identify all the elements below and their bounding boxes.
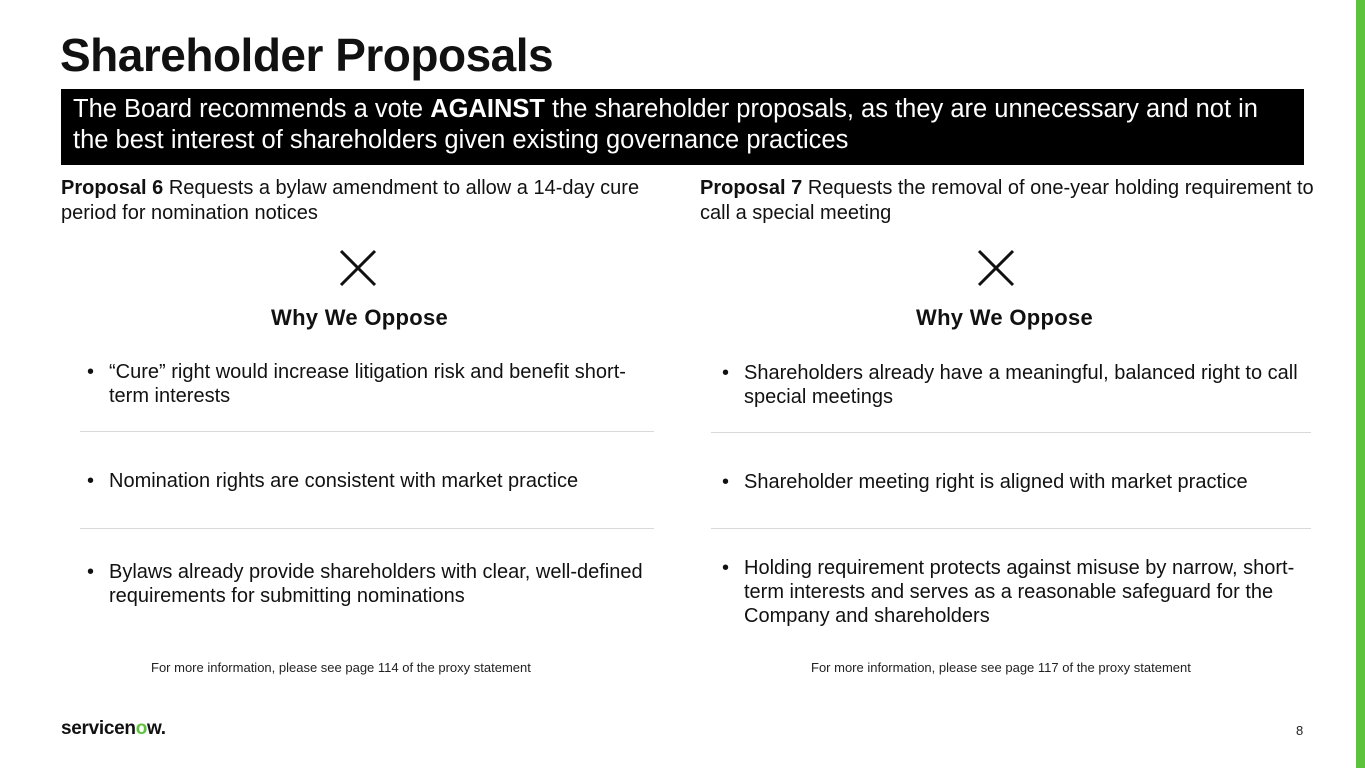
logo-text-o: o [135,718,148,739]
servicenow-logo [61,718,166,740]
bullet-dot-icon: • [87,561,95,583]
banner-text-start: The Board recommends a vote [73,95,431,123]
x-icon [339,249,377,287]
bullet-dot-icon: • [722,557,730,579]
bullet-dot-icon: • [722,471,730,493]
why-we-oppose-heading: Why We Oppose [916,305,1094,330]
proposal-7-label: Proposal 7 [700,177,803,199]
list-item [87,560,647,608]
divider [80,431,654,432]
footnote: For more information, please see page 114 of the proxy statement [151,660,531,675]
footnote: For more information, please see page 117 of the proxy statement [811,660,1191,675]
list-item [722,470,1312,494]
banner-emphasis: AGAINST [430,95,545,123]
logo-text-start: servicen [61,718,136,739]
list-item [87,360,647,408]
accent-bar [1356,0,1365,768]
list-item [722,556,1312,628]
banner-text-end: the shareholder proposals, as they are unnecessary and not in the best interest of shareholders given existing governance practices [73,95,1258,154]
page-number: 8 [1296,723,1304,738]
proposal-6-column [61,176,661,675]
proposal-6-label: Proposal 6 [61,177,164,199]
recommendation-banner [61,89,1304,165]
bullet-text: Holding requirement protects against misuse by narrow, short-term interests and serves as a reasonable safeguard for the Company and shareholders [744,557,1295,627]
bullet-dot-icon: • [87,470,95,492]
bullet-text: Shareholder meeting right is aligned with market practice [744,471,1248,493]
bullet-text: Shareholders already have a meaningful, balanced right to call special meetings [744,362,1298,408]
bullet-dot-icon: • [87,361,95,383]
divider [80,528,654,529]
bullet-dot-icon: • [722,362,730,384]
why-we-oppose-heading: Why We Oppose [271,305,449,330]
proposal-6-description [61,176,661,236]
bullet-text: “Cure” right would increase litigation risk and benefit short-term interests [109,361,626,407]
divider [711,528,1311,529]
x-icon [977,249,1015,287]
proposal-7-column [700,176,1320,675]
bullet-text: Bylaws already provide shareholders with clear, well-defined requirements for submitting nominations [109,561,643,607]
proposal-7-text: Requests the removal of one-year holding requirement to call a special meeting [700,177,1314,224]
proposal-6-text: Requests a bylaw amendment to allow a 14-day cure period for nomination notices [61,177,640,224]
divider [711,432,1311,433]
logo-text-end: w. [147,718,166,739]
bullet-text: Nomination rights are consistent with market practice [109,470,579,492]
proposal-7-description [700,176,1320,236]
list-item [722,361,1312,409]
slide-title: Shareholder Proposals [60,29,554,81]
list-item [87,469,647,493]
